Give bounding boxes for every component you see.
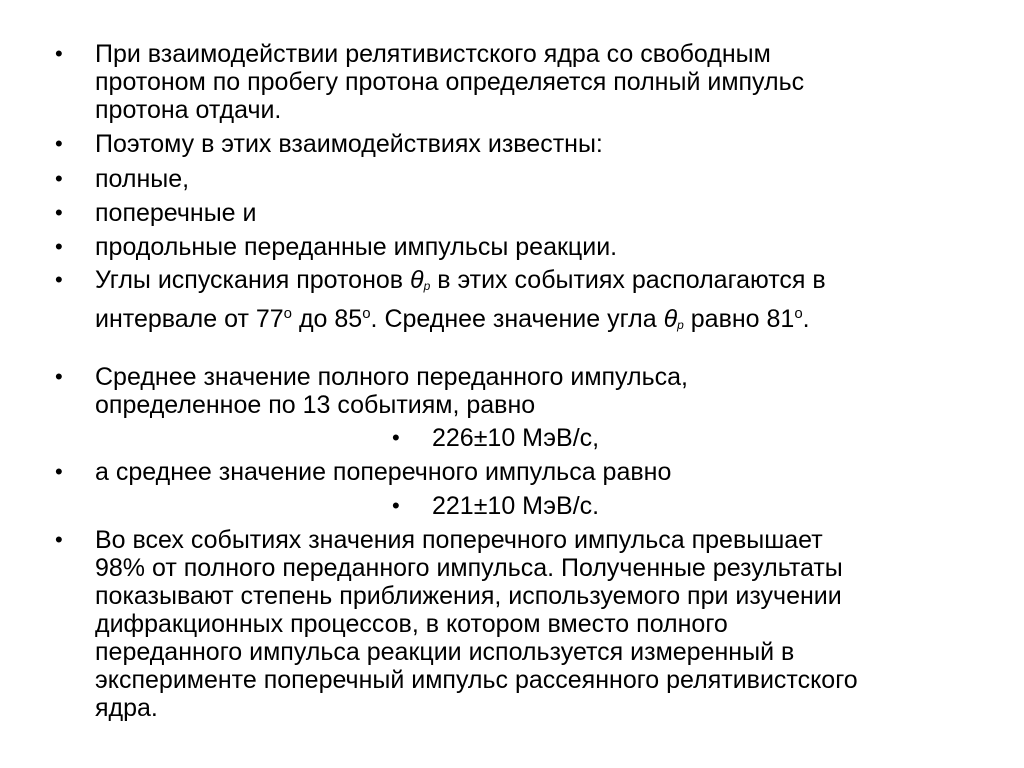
bullet-marker: • <box>55 166 63 191</box>
bullet-marker: • <box>55 41 63 66</box>
bullet-marker: • <box>55 459 63 484</box>
bullet-marker: • <box>55 200 63 225</box>
bullet-text: поперечные и <box>95 199 257 227</box>
theta-subscript: p <box>423 279 431 293</box>
value-text: 226±10 МэВ/с, <box>432 424 600 452</box>
degree-mark: o <box>794 305 803 322</box>
bullet-marker: • <box>55 364 63 389</box>
text-fragment: в этих событиях располагаются в <box>430 266 826 294</box>
bullet-text: полные, <box>95 165 190 193</box>
bullet-text: Во всех событиях значения поперечного импульса превышает 98% от полного переданного импульса. Полученные результаты показывают степень приближения, используемого при изучении дифракционных процессов, в котором вместо полного переданного импульса реакции используется измеренный в эксперименте поперечный импульс рассеянного релятивистского ядра. <box>95 526 858 722</box>
bullet-marker: • <box>55 527 63 552</box>
text-fragment: до 85 <box>292 305 363 333</box>
bullet-marker: • <box>55 131 63 156</box>
degree-mark: o <box>362 305 371 322</box>
text-fragment: равно 81 <box>683 305 795 333</box>
text-fragment: Углы испускания протонов <box>95 266 411 294</box>
bullet-text: продольные переданные импульсы реакции. <box>95 233 618 261</box>
theta-subscript: p <box>677 318 684 332</box>
bullet-text: При взаимодействии релятивистского ядра со свободным протоном по пробегу протона определяется полный импульс протона отдачи. <box>95 40 805 124</box>
bullet-text <box>95 266 975 339</box>
bullet-marker: • <box>55 267 63 292</box>
bullet-text: Среднее значение полного переданного импульса, определенное по 13 событиям, равно <box>95 363 688 419</box>
degree-mark: o <box>283 305 292 322</box>
bullet-text: Поэтому в этих взаимодействиях известны: <box>95 130 603 158</box>
theta-symbol: θ <box>410 266 424 294</box>
bullet-marker: • <box>392 425 400 450</box>
bullet-marker: • <box>392 493 400 518</box>
bullet-text: а среднее значение поперечного импульса равно <box>95 458 672 486</box>
text-fragment: . <box>802 305 810 333</box>
text-fragment: интервале от 77 <box>95 305 284 333</box>
bullet-marker: • <box>55 234 63 259</box>
value-text: 221±10 МэВ/с. <box>432 492 600 520</box>
text-fragment: . Среднее значение угла <box>370 305 664 333</box>
theta-symbol: θ <box>663 305 678 333</box>
